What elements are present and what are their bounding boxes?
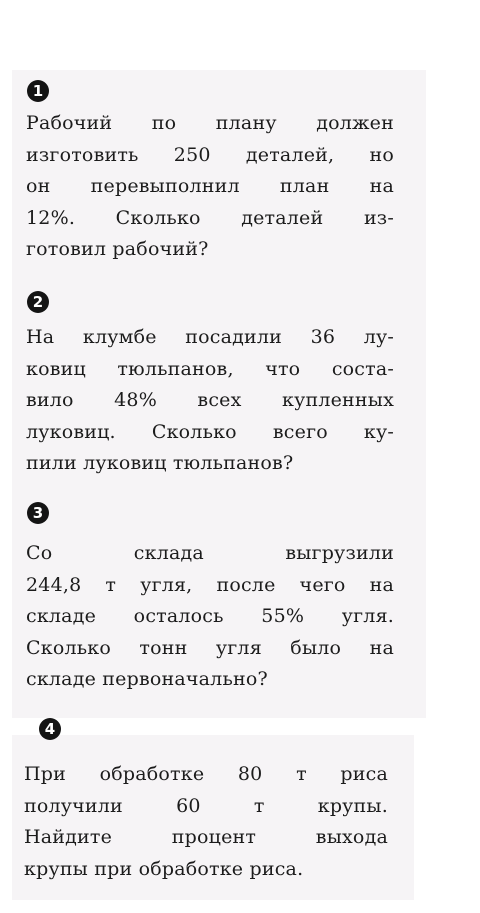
problem-2-line: пили луковиц тюльпанов? [26, 452, 294, 474]
problem-3-line: Сколько тонн угля было на [26, 636, 394, 659]
problem-1-text [26, 108, 394, 266]
problem-1-line: готовил рабочий? [26, 238, 209, 260]
problem-4-line: Найдите процент выхода [24, 826, 388, 848]
problem-2-line: ковиц тюльпанов, что соста- [26, 357, 394, 380]
problem-3-line: складе первоначально? [26, 668, 268, 690]
problem-2-line: На клумбе посадили 36 лу- [26, 326, 394, 348]
problem-1-line: Рабочий по плану должен [26, 112, 394, 134]
problem-1-line: 12%. Сколько деталей из- [26, 206, 394, 229]
problem-3-text [26, 538, 394, 696]
problem-3-line: 244,8 т угля, после чего на [26, 573, 394, 596]
problem-3-line: складе осталось 55% угля. [26, 605, 394, 627]
problem-2-text [26, 322, 394, 480]
problem-4-number-badge: 4 [39, 718, 61, 740]
problem-4-line: При обработке 80 т риса [24, 763, 388, 785]
problem-2-number-badge: 2 [27, 291, 49, 313]
problem-4-line: получили 60 т крупы. [24, 794, 388, 817]
problem-1-line: он перевыполнил план на [26, 175, 394, 197]
problem-2-line: луковиц. Сколько всего ку- [26, 420, 394, 443]
problem-2-line: вило 48% всех купленных [26, 389, 394, 411]
problem-4-line: крупы при обработке риса. [24, 857, 304, 880]
problem-3-number-badge: 3 [27, 502, 49, 524]
problem-1-line: изготовить 250 деталей, но [26, 143, 394, 166]
problem-4-text [24, 759, 388, 885]
problem-3-line: Со склада выгрузили [26, 542, 394, 564]
problem-1-number-badge: 1 [27, 80, 49, 102]
